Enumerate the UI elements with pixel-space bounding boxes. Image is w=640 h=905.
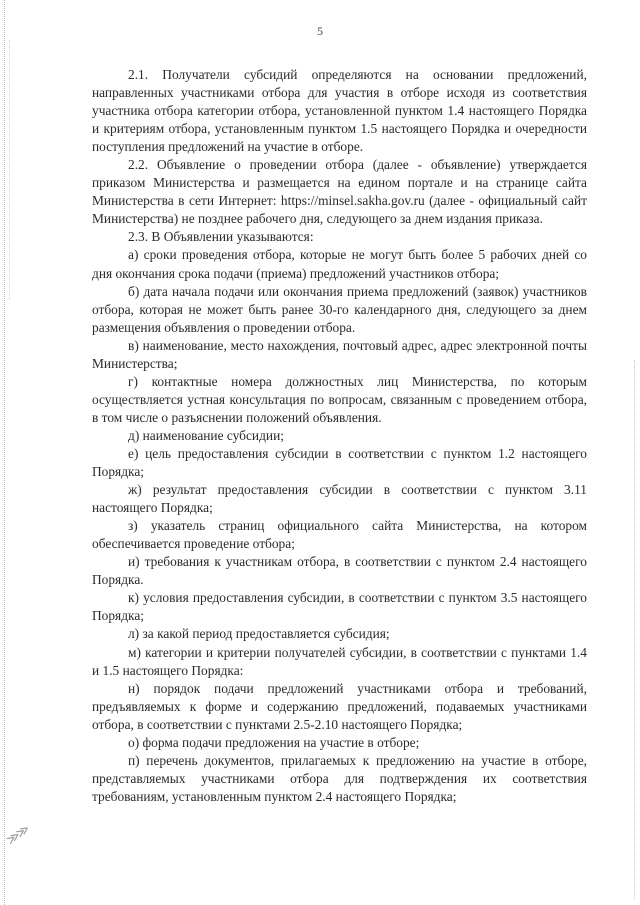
list-item-n: н) порядок подачи предложений участниками отбора и требований, предъявляемых к форме и содержанию предложений, подаваемых участниками отбора, в соответствии с пунктами 2.5-2.10 настоящего Порядка; [92, 680, 587, 732]
list-item-a: а) сроки проведения отбора, которые не могут быть более 5 рабочих дней со дня окончания срока подачи (приема) предложений участников отбора; [92, 247, 587, 281]
document-body [92, 66, 587, 806]
list-item-o: о) форма подачи предложения на участие в отборе; [128, 734, 420, 750]
list-item-k: к) условия предоставления субсидии, в соответствии с пунктом 3.5 настоящего Порядка; [92, 590, 587, 624]
page-number: 5 [317, 24, 323, 38]
paragraph-2-2: 2.2. Объявление о проведении отбора (далее - объявление) утверждается приказом Министерства и размещается на едином портале и на странице сайта Министерства в сети Интернет: https://minsel.sakha.gov.ru (далее - официальный сайт Министерства) не позднее рабочего дня, следующего за днем издания приказа. [92, 157, 587, 227]
list-item-m: м) категории и критерии получателей субсидии, в соответствии с пунктами 1.4 и 1.5 настоящего Порядка: [92, 644, 587, 678]
list-item-e: е) цель предоставления субсидии в соответствии с пунктом 1.2 настоящего Порядка; [92, 445, 587, 480]
scan-edge-left [4, 0, 7, 905]
paragraph-2-3: 2.3. В Объявлении указываются: [128, 229, 314, 245]
list-item-i: и) требования к участникам отбора, в соответствии с пунктом 2.4 настоящего Порядка. [92, 554, 587, 588]
list-item-d: д) наименование субсидии; [128, 427, 284, 443]
list-item-g: г) контактные номера должностных лиц Министерства, по которым осуществляется устная консультация по вопросам, связанным с проведением отбора, в том числе о разъяснении положений объявления. [92, 373, 587, 425]
list-item-v: в) наименование, место нахождения, почтовый адрес, адрес электронной почты Министерства; [92, 337, 587, 371]
scan-edge-left-inner [9, 40, 11, 300]
list-item-zh: ж) результат предоставления субсидии в соответствии с пунктом 3.11 настоящего Порядка; [92, 482, 587, 516]
list-item-l: л) за какой период предоставляется субсидия; [128, 626, 390, 642]
scan-artifact-mark: ≫≫ [3, 822, 32, 849]
list-item-p: п) перечень документов, прилагаемых к предложению на участие в отборе, представляемых участниками отбора для подтверждения их соответствия требованиям, установленным пунктом 2.4 настоящего Порядка; [92, 752, 587, 804]
list-item-b: б) дата начала подачи или окончания приема предложений (заявок) участников отбора, которая не может быть ранее 30-го календарного дня, следующего за днем размещения объявления о проведении отбора. [92, 283, 587, 335]
list-item-z: з) указатель страниц официального сайта Министерства, на котором обеспечивается проведение отбора; [92, 518, 587, 552]
paragraph-2-1: 2.1. Получатели субсидий определяются на основании предложений, направленных участниками отбора для участия в отборе исходя из соответствия участника отбора категории отбора, установленной пунктом 1.4 настоящего Порядка и критериям отбора, установленным пунктом 1.5 настоящего Порядка и очередности поступления предложений на участие в отборе. [92, 67, 587, 155]
scan-edge-right [634, 360, 636, 900]
